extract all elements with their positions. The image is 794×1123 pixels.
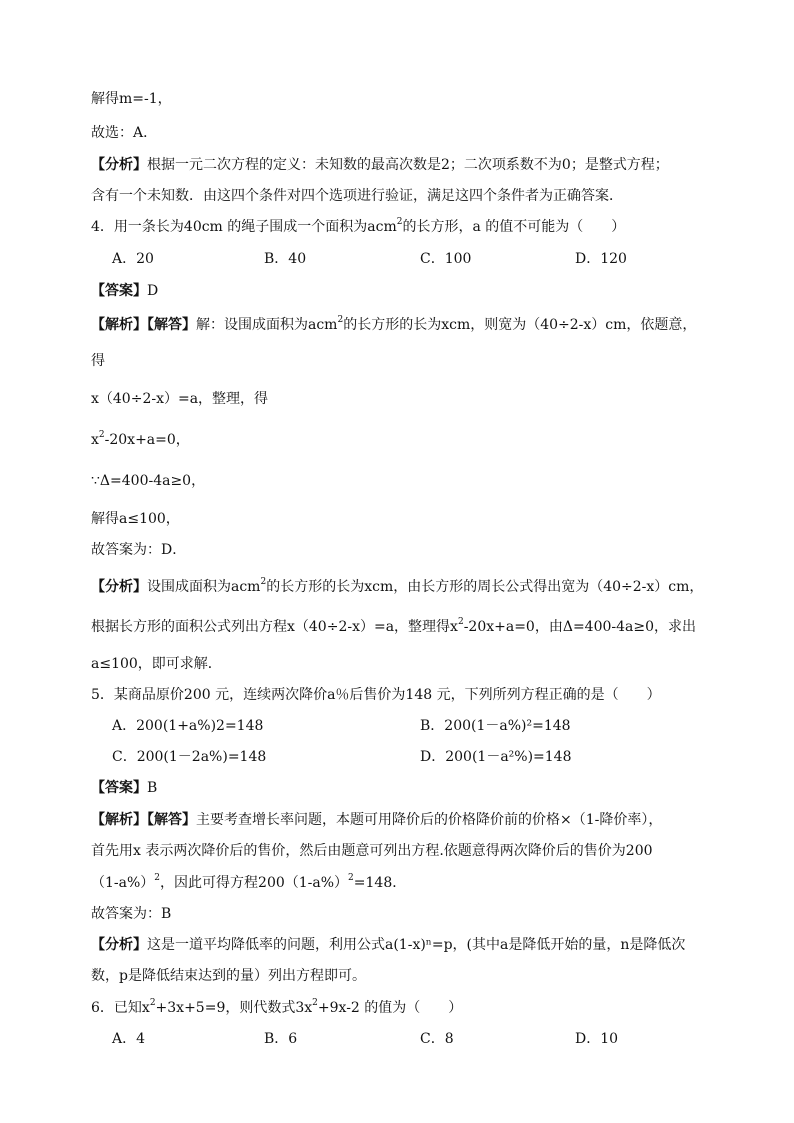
option-d: D．120: [575, 251, 627, 267]
solution-tag: 【解析】【解答】: [91, 812, 196, 828]
superscript: 2: [337, 315, 344, 326]
solution-text: 的长方形的长为xcm，则宽为（40÷2-x）cm，依题意，: [343, 317, 697, 333]
choice-line: 故选：A．: [91, 125, 158, 141]
option-c: C．100: [420, 251, 472, 267]
superscript: 2: [396, 217, 403, 228]
analysis-text: 设围成面积为acm: [147, 579, 261, 595]
superscript: 2: [260, 577, 267, 588]
solution-text: 主要考查增长率问题，本题可用降价后的价格降价前的价格×（1-降价率），: [196, 812, 663, 828]
solution-line: [91, 810, 662, 830]
solution-line: ∵Δ=400-4a≥0，: [91, 473, 206, 489]
analysis-line: [91, 617, 696, 637]
analysis-line: 数，p是降低结束达到的量）列出方程即可。: [91, 968, 366, 984]
option-c: C．200(1－2a%)=148: [112, 749, 267, 765]
analysis-line: 含有一个未知数．由这四个条件对四个选项进行验证，满足这四个条件者为正确答案．: [91, 188, 623, 204]
answer-tag: 【答案】: [91, 780, 147, 796]
option-b: B．200(1－a%)²=148: [420, 718, 571, 734]
solution-text: =148．: [353, 875, 407, 891]
answer-tag: 【答案】: [91, 283, 147, 299]
option-a: A．200(1+a%)2=148: [112, 718, 264, 734]
question-4: [91, 217, 625, 237]
solution-line: 解得a≤100，: [91, 511, 180, 527]
solution-line: [91, 873, 406, 893]
question-text: 4．用一条长为40cm 的绳子围成一个面积为acm: [91, 219, 397, 235]
solution-tag: 【解析】【解答】: [91, 317, 196, 333]
option-d: D．10: [575, 1031, 619, 1047]
option-c: C．8: [420, 1031, 454, 1047]
solution-line: 首先用x 表示两次降价后的售价，然后由题意可列出方程.依题意得两次降价后的售价为200: [91, 843, 653, 859]
question-text: +3x+5=9，则代数式3x: [155, 1000, 313, 1016]
answer-value: B: [147, 780, 158, 796]
analysis-line: [91, 577, 703, 597]
solution-text: -20x+a=0，: [104, 432, 190, 448]
analysis-text: 的长方形的长为xcm，由长方形的周长公式得出宽为（40÷2-x）cm，: [266, 579, 704, 595]
superscript: 2: [348, 873, 354, 884]
analysis-text: 这是一道平均降低率的问题，利用公式a(1-x)ⁿ=p，(其中a是降低开始的量，n是降低次: [147, 937, 686, 953]
analysis-text: 根据长方形的面积公式列出方程x（40÷2-x）=a，整理得x: [91, 619, 458, 635]
question-text: 6．已知x: [91, 1000, 150, 1016]
answer-line: [91, 281, 158, 301]
superscript: 2: [149, 998, 156, 1009]
solution-text: （1-a%）: [91, 875, 155, 891]
option-b: B．6: [264, 1031, 298, 1047]
option-d: D．200(1－a²%)=148: [420, 749, 572, 765]
analysis-text: 根据一元二次方程的定义：未知数的最高次数是2；二次项系数不为0；是整式方程；: [147, 157, 669, 173]
superscript: 2: [457, 617, 464, 628]
answer-value: D: [147, 283, 159, 299]
solution-line: [91, 430, 190, 450]
analysis-line: [91, 935, 685, 955]
solution-line: [91, 315, 696, 335]
question-6: [91, 998, 462, 1018]
analysis-line: [91, 155, 669, 175]
solution-line: 故答案为：B: [91, 906, 172, 922]
question-5: 5．某商品原价200 元，连续两次降价a％后售价为148 元，下列所列方程正确的是（ ）: [91, 687, 661, 703]
solution-text: x: [91, 432, 99, 448]
solution-text: 解：设围成面积为acm: [196, 317, 338, 333]
solution-line: 得: [91, 353, 105, 369]
analysis-tag: 【分析】: [91, 937, 147, 953]
analysis-line: a≤100，即可求解．: [91, 656, 222, 672]
solution-line: 解得m=-1，: [91, 91, 172, 107]
solution-text: ，因此可得方程200（1-a%）: [160, 875, 349, 891]
analysis-text: -20x+a=0，由Δ=400-4a≥0，求出: [463, 619, 697, 635]
answer-line: [91, 778, 157, 798]
superscript: 2: [154, 873, 161, 884]
analysis-tag: 【分析】: [91, 157, 147, 173]
solution-line: 故答案为：D．: [91, 542, 187, 558]
option-b: B．40: [264, 251, 307, 267]
solution-line: x（40÷2-x）=a，整理，得: [91, 391, 269, 407]
option-a: A．4: [112, 1031, 146, 1047]
option-a: A．20: [112, 251, 154, 267]
question-text: +9x-2 的值为（ ）: [317, 1000, 463, 1016]
superscript: 2: [312, 998, 318, 1009]
superscript: 2: [98, 430, 105, 441]
analysis-tag: 【分析】: [91, 579, 147, 595]
question-text: 的长方形，a 的值不可能为（ ）: [402, 219, 626, 235]
